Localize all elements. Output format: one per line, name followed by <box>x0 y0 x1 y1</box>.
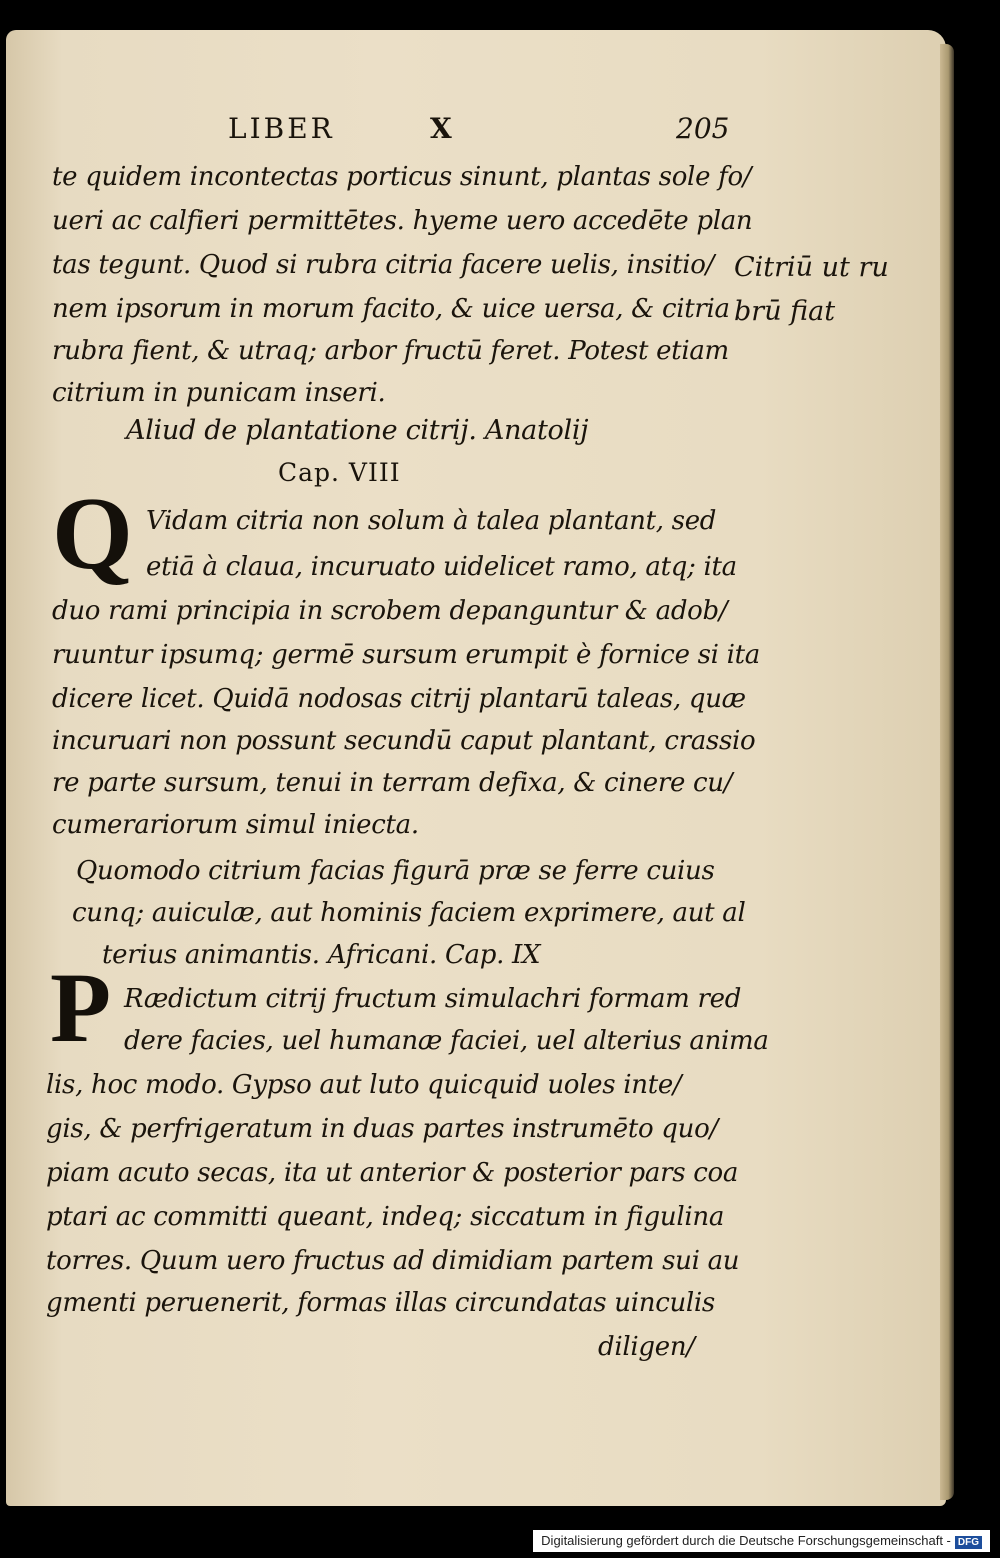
chapter-heading: Quomodo citrium facias figurā præ se ferre cuius <box>76 856 715 886</box>
margin-note-line: Citriū ut ru <box>734 252 889 283</box>
header-book-number: X <box>430 112 452 145</box>
dfg-logo: DFG <box>955 1536 982 1549</box>
margin-note-line: brū fiat <box>734 296 836 327</box>
text-line: etiā à claua, incuruato uidelicet ramo, atq; ita <box>146 552 737 582</box>
chapter-number: Cap. VIII <box>278 458 401 487</box>
text-line: dere facies, uel humanæ faciei, uel alterius anima <box>124 1026 769 1056</box>
drop-capital: P <box>50 952 112 1063</box>
header-book-label: LIBER <box>228 112 335 145</box>
chapter-heading: cunq; auiculæ, aut hominis faciem exprimere, aut al <box>72 898 746 928</box>
text-line: ueri ac calfieri permittētes. hyeme uero accedēte plan <box>52 206 753 236</box>
text-line: ptari ac committi queant, indeq; siccatum in figulina <box>46 1202 725 1232</box>
text-line: lis, hoc modo. Gypso aut luto quicquid uoles inte/ <box>46 1070 682 1100</box>
page-fore-edge <box>940 44 954 1500</box>
chapter-heading: terius animantis. Africani. Cap. IX <box>102 940 541 970</box>
text-line: gmenti peruenerit, formas illas circundatas uinculis <box>46 1288 715 1318</box>
book-page <box>6 30 946 1506</box>
catchword: diligen/ <box>598 1332 695 1362</box>
drop-capital: Q <box>52 476 133 591</box>
page-number: 205 <box>676 112 730 145</box>
chapter-heading: Aliud de plantatione citrij. Anatolij <box>126 415 589 446</box>
text-line: cumerariorum simul iniecta. <box>52 810 419 840</box>
text-line: incuruari non possunt secundū caput plantant, crassio <box>52 726 756 756</box>
text-line: citrium in punicam inseri. <box>52 378 386 408</box>
credit-text: Digitalisierung gefördert durch die Deutsche Forschungsgemeinschaft - <box>541 1533 951 1548</box>
text-line: gis, & perfrigeratum in duas partes instrumēto quo/ <box>46 1114 718 1144</box>
text-line: tas tegunt. Quod si rubra citria facere uelis, insitio/ <box>52 250 715 280</box>
text-line: dicere licet. Quidā nodosas citrij plantarū taleas, quæ <box>52 684 746 714</box>
text-line: Rædictum citrij fructum simulachri formam red <box>124 984 742 1014</box>
digitization-credit <box>533 1530 990 1552</box>
text-line: torres. Quum uero fructus ad dimidiam partem sui au <box>46 1246 740 1276</box>
text-line: piam acuto secas, ita ut anterior & posterior pars coa <box>46 1158 739 1188</box>
text-line: nem ipsorum in morum facito, & uice uersa, & citria <box>52 294 730 324</box>
text-line: re parte sursum, tenui in terram defixa, & cinere cu/ <box>52 768 733 798</box>
text-line: duo rami principia in scrobem depanguntur & adob/ <box>52 596 728 626</box>
text-line: ruuntur ipsumq; germē sursum erumpit è fornice si ita <box>52 640 761 670</box>
text-line: Vidam citria non solum à talea plantant, sed <box>146 506 717 536</box>
text-line: te quidem incontectas porticus sinunt, plantas sole fo/ <box>52 162 752 192</box>
text-line: rubra fient, & utraq; arbor fructū feret. Potest etiam <box>52 336 729 366</box>
